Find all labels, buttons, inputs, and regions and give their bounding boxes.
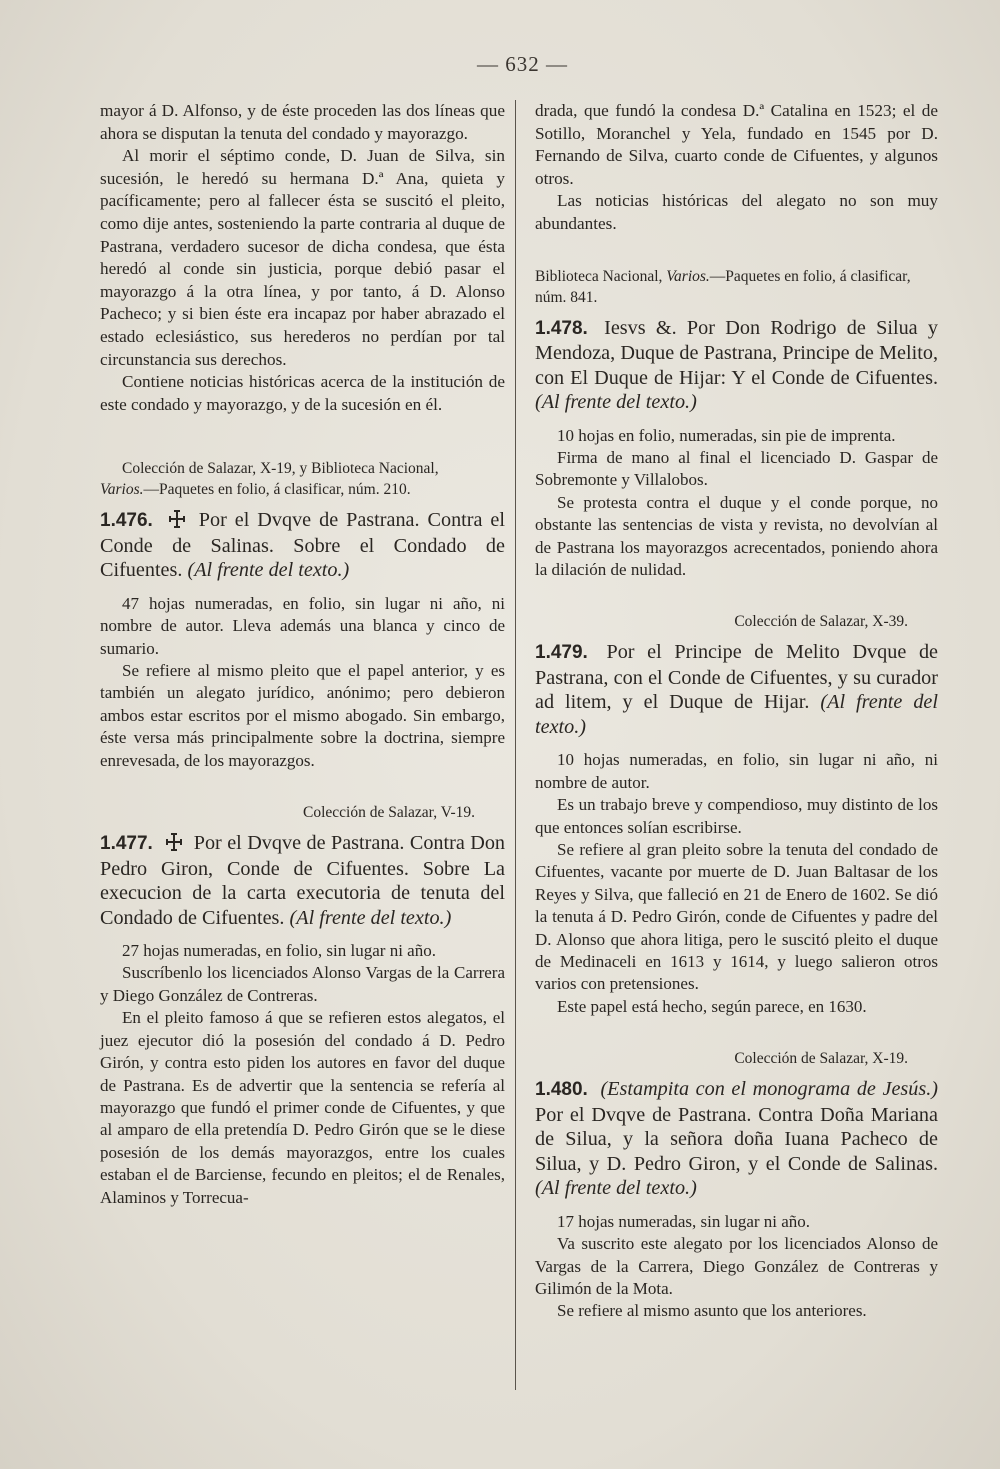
entry-description: 10 hojas en folio, numeradas, sin pie de imprenta. — [557, 425, 896, 445]
entry-title: Iesvs &. Por Don Rodrigo de Silua y Mendoza, Duque de Pastrana, Principe de Melito, con El Duque de Hijar: Y el Conde de Cifuentes. — [535, 316, 939, 389]
left-paragraph-3: Contiene noticias históricas acerca de la institución de este condado y mayorazgo, y de la sucesión en él. — [100, 372, 505, 414]
source-italic: Varios. — [100, 481, 144, 499]
right-column — [535, 100, 938, 1323]
source-text: —Paquetes en folio, á clasificar, núm. 841. — [535, 267, 911, 306]
entry-description: 17 hojas numeradas, sin lugar ni año. — [557, 1211, 811, 1231]
entry-1478 — [535, 316, 938, 415]
entry-description: Se refiere al mismo asunto que los anteriores. — [557, 1301, 867, 1321]
entry-number: 1.477. — [100, 833, 153, 855]
source-citation: Colección de Salazar, X-39. — [734, 613, 908, 631]
entry-description: 27 hojas numeradas, en folio, sin lugar ni año. — [122, 941, 436, 961]
entry-description: Se protesta contra el duque y el conde porque, no obstante las sentencias de vista y revista, no devolvían al de Pastrana los mayorazgos acrecentados, poniendo ahora la dilación de nulidad. — [535, 492, 938, 579]
cross-icon — [164, 833, 184, 851]
right-paragraph-2: Las noticias históricas del alegato no son muy abundantes. — [535, 191, 938, 233]
column-divider — [515, 100, 516, 1390]
entry-description: Se refiere al mismo pleito que el papel anterior, y es también un alegato jurídico, anónimo; pero debieron ambos estar escritos por el mismo abogado. Sin embargo, éste versa más principalmente sobre la doctrina, siempre enrevesada, de los mayorazgos. — [100, 661, 505, 770]
entry-number: 1.480. — [535, 1079, 588, 1101]
source-text: Colección de Salazar, X-19, y Biblioteca Nacional, — [122, 460, 439, 478]
source-citation — [100, 458, 505, 500]
entry-title: Por el Principe de Melito Dvque de Pastrana, con el Conde de Cifuentes, y su curador ad litem, y el Duque de Hijar. — [535, 641, 939, 714]
entry-description: Se refiere al gran pleito sobre la tenuta del condado de Cifuentes, vacante por muerte de D. Juan Baltasar de los Reyes y Silva, que falleció en 21 de Enero de 1602. Se dió la tenuta á D. Pedro Girón, conde de Cifuentes y padre del D. Alonso que ahora litiga, pero le suscitó pleito el duque de Medinaceli en 1613 y 1614, y luego salieron otros varios con pretensiones. — [535, 840, 938, 994]
entry-1476 — [100, 508, 505, 583]
entry-note: (Al frente del texto.) — [535, 1177, 697, 1200]
source-citation: Colección de Salazar, V-19. — [303, 804, 475, 822]
source-citation — [535, 266, 938, 308]
entry-description: Este papel está hecho, según parece, en 1630. — [557, 996, 867, 1016]
entry-number: 1.478. — [535, 317, 588, 339]
entry-1480 — [535, 1077, 938, 1201]
entry-note: (Al frente del texto.) — [535, 391, 697, 414]
entry-description: 10 hojas numeradas, en folio, sin lugar ni año, ni nombre de autor. — [535, 750, 938, 792]
entry-1477 — [100, 831, 505, 930]
entry-title: Por el Dvqve de Pastrana. Contra el Conde de Salinas. Sobre el Condado de Cifuentes. — [100, 509, 506, 582]
entry-description: Va suscrito este alegato por los licenciados Alonso de Vargas de la Carrera, Diego González de Contreras y Gilimón de la Mota. — [535, 1234, 938, 1298]
entry-number: 1.479. — [535, 642, 588, 664]
source-text: —Paquetes en folio, á clasificar, núm. 210. — [143, 481, 411, 499]
entry-note: (Al frente del texto.) — [187, 559, 350, 582]
entry-description: Suscríbenlo los licenciados Alonso Vargas de la Carrera y Diego González de Contreras. — [100, 963, 505, 1005]
entry-title: Por el Dvqve de Pastrana. Contra Doña Mariana de Silua, y la señora doña Iuana Pacheco de Silua, y D. Pedro Giron, y el Conde de Salinas. — [535, 1103, 938, 1175]
entry-1479 — [535, 640, 938, 739]
cross-icon — [167, 510, 187, 528]
entry-title: Por el Dvqve de Pastrana. Contra Don Pedro Giron, Conde de Cifuentes. Sobre La execucion de la carta executoria de tenuta del Condado de Cifuentes. — [100, 832, 506, 929]
source-citation: Colección de Salazar, X-19. — [734, 1050, 908, 1068]
source-italic: Varios. — [666, 267, 710, 285]
page-number: — 632 — — [477, 52, 568, 76]
entry-description: En el pleito famoso á que se refieren estos alegatos, el juez ejecutor dió la posesión del condado á D. Pedro Girón, y contra esto piden los autores en favor del duque de Pastrana. Es de advertir que la sentencia se refería al mayorazgo que fundó el primer conde de Cifuentes, y que al amparo de ella pretendía D. Pedro Girón que se le diese posesión de los demás mayorazgos, entre los cuales estaban el de Barciense, fecundo en pleitos; el de Renales, Alaminos y Torrecua- — [100, 1008, 505, 1207]
right-paragraph-1: drada, que fundó la condesa D.ª Catalina en 1523; el de Sotillo, Moranchel y Yela, fundado en 1545 por D. Fernando de Silva, cuarto conde de Cifuentes, y algunos otros. — [535, 101, 938, 188]
entry-note: (Al frente del texto.) — [289, 906, 452, 929]
entry-description: Es un trabajo breve y compendioso, muy distinto de los que entonces solían escribirse. — [535, 795, 938, 837]
entry-description: 47 hojas numeradas, en folio, sin lugar ni año, ni nombre de autor. Lleva además una blanca y cinco de sumario. — [100, 593, 505, 658]
entry-number: 1.476. — [100, 510, 153, 532]
entry-note: (Al frente del texto.) — [535, 691, 939, 738]
entry-note: (Estampita con el monograma de Jesús.) — [600, 1078, 938, 1101]
entry-description: Firma de mano al final el licenciado D. Gaspar de Sobremonte y Villalobos. — [535, 447, 938, 490]
left-column — [100, 100, 505, 1209]
left-paragraph-1: mayor á D. Alfonso, y de éste proceden las dos líneas que ahora se disputan la tenuta del condado y mayorazgo. — [100, 101, 505, 143]
source-text: Biblioteca Nacional, — [535, 267, 663, 285]
left-paragraph-2: Al morir el séptimo conde, D. Juan de Silva, sin sucesión, le heredó su hermana D.ª Ana, quieta y pacíficamente; pero al fallecer ésta se suscitó el pleito, como dije antes, sosteniendo la parte contraria al duque de Pastrana, verdadero sucesor de dicha condesa, que ésta heredó al conde sin justicia, porque debió pasar el mayorazgo á la otra línea, y por tanto, á D. Alonso Pacheco; y si bien éste era incapaz por haber abrazado el estado eclesiástico, sus herederos no perdían por tal circunstancia sus derechos. — [100, 146, 505, 369]
